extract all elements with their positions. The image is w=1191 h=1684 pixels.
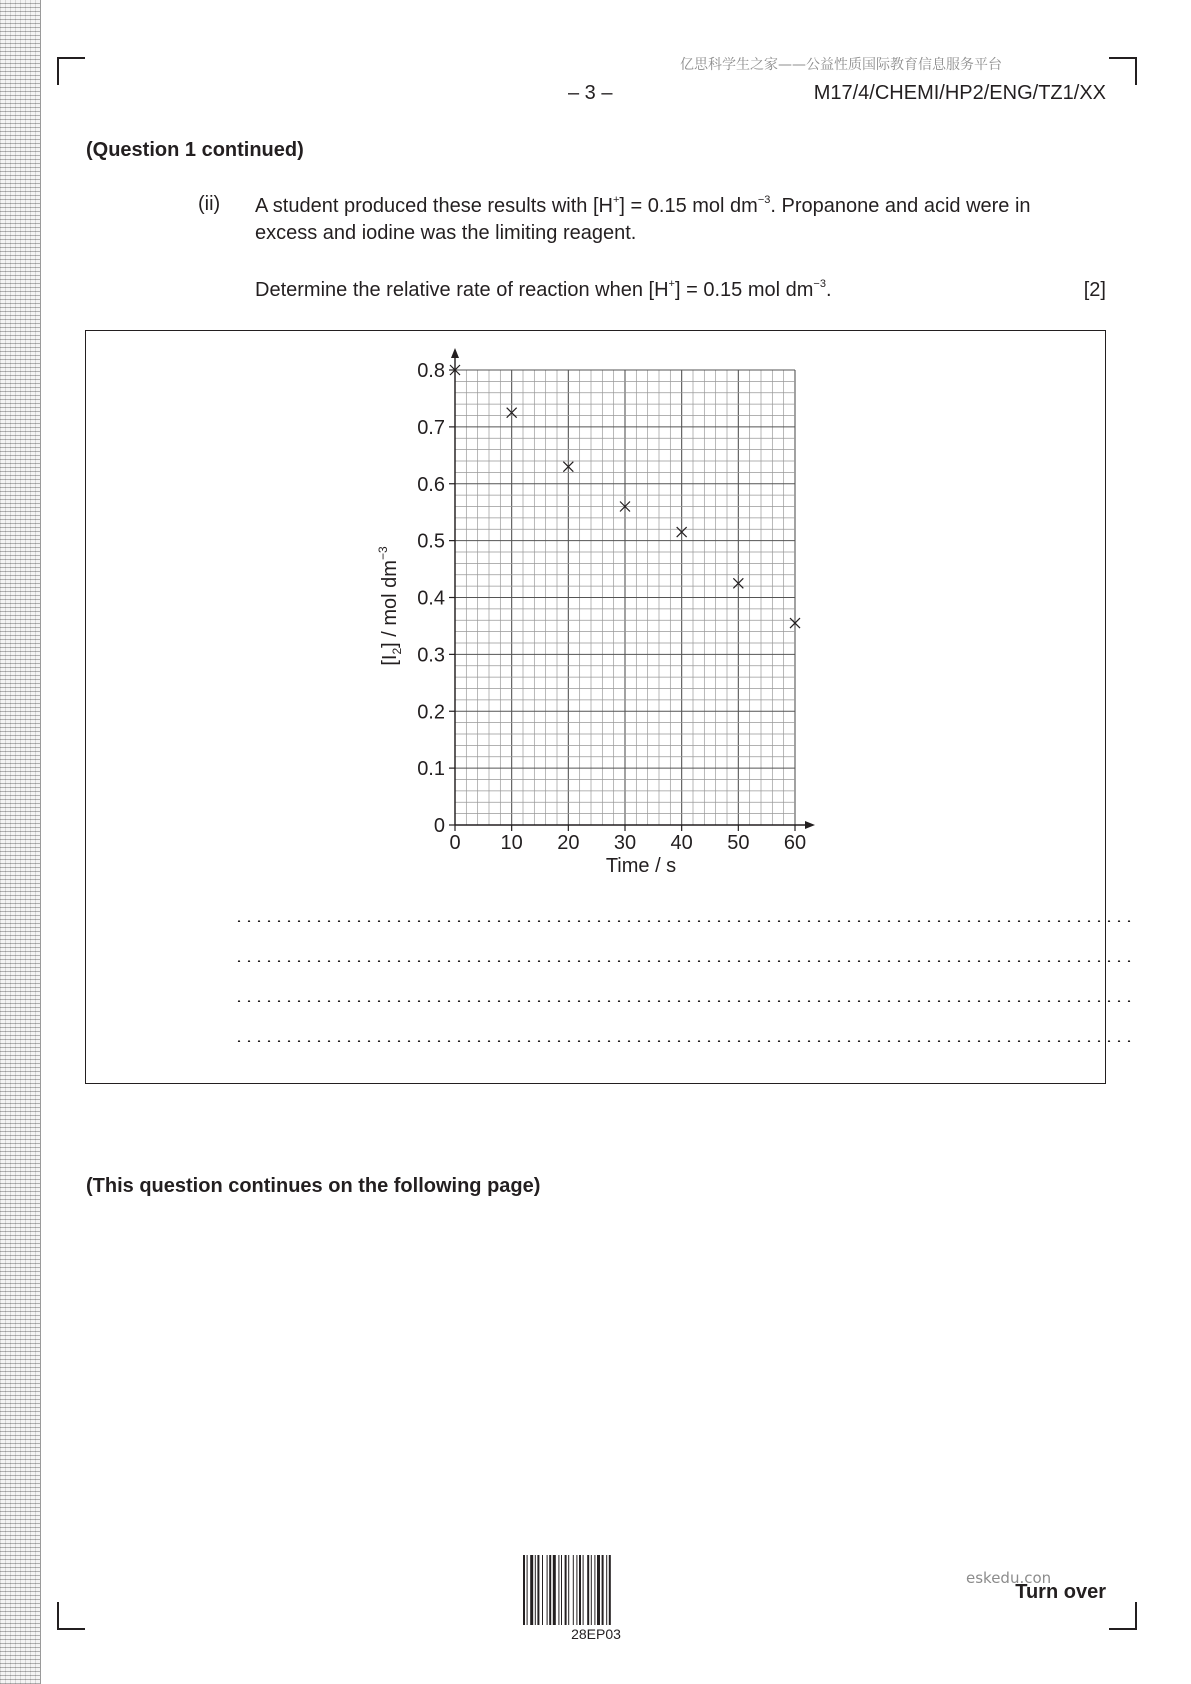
question-text-3: . Propanone and acid were in excess and iodine was the limiting reagent. <box>255 195 1031 244</box>
barcode-label: 28EP03 <box>571 1626 621 1642</box>
barcode-bar <box>602 1555 604 1625</box>
question-text-1: A student produced these results with [H <box>255 195 613 217</box>
barcode-bar <box>565 1555 567 1625</box>
question-text-2-sup: −3 <box>757 194 771 206</box>
barcode-bar <box>579 1555 581 1625</box>
barcode <box>523 1555 669 1625</box>
y-tick-label: 0.7 <box>417 416 445 439</box>
x-tick-label: 30 <box>613 832 637 854</box>
barcode-bar <box>549 1555 551 1625</box>
crop-mark-bottom-right <box>1109 1602 1137 1630</box>
y-tick-label: 0.3 <box>417 644 445 667</box>
instruction-2-sup: −3 <box>813 278 826 290</box>
barcode-bar <box>583 1555 584 1625</box>
instruction-1-sup: + <box>668 278 675 290</box>
x-axis-arrow <box>805 821 815 829</box>
instruction <box>255 279 832 302</box>
chart-x-ticks <box>449 825 806 854</box>
answer-line-2[interactable] <box>234 960 1132 962</box>
y-tick-label: 0.6 <box>417 473 445 496</box>
x-tick-label: 20 <box>557 832 580 854</box>
answer-box[interactable] <box>85 330 1106 1084</box>
paper-code: M17/4/CHEMI/HP2/ENG/TZ1/XX <box>813 82 1106 104</box>
barcode-bar <box>547 1555 548 1625</box>
barcode-bar <box>591 1555 592 1625</box>
x-tick-label: 60 <box>783 832 807 854</box>
question-text-1-sup: + <box>612 194 620 206</box>
y-label-sup: −3 <box>376 546 390 561</box>
barcode-bar <box>558 1555 559 1625</box>
x-tick-label: 50 <box>727 832 750 854</box>
y-tick-label: 0.1 <box>417 758 445 781</box>
y-tick-label: 0.2 <box>417 701 445 724</box>
y-label-prefix: [I <box>379 654 401 666</box>
x-tick-label: 0 <box>449 832 461 854</box>
crop-mark-top-left <box>57 57 85 85</box>
barcode-bar <box>530 1555 533 1625</box>
question-text-2: ] = 0.15 mol dm <box>619 195 758 217</box>
answer-line-3[interactable] <box>234 1000 1132 1002</box>
barcode-bar <box>561 1555 562 1625</box>
barcode-bar <box>553 1555 556 1625</box>
chart-x-axis-label: Time / s <box>605 855 677 877</box>
instruction-1: Determine the relative rate of reaction when [H <box>255 279 669 301</box>
barcode-bar <box>606 1555 607 1625</box>
barcode-bar <box>523 1555 525 1625</box>
chart-grid <box>455 370 795 825</box>
answer-line-4[interactable] <box>234 1040 1132 1042</box>
answer-line-1[interactable] <box>234 920 1132 922</box>
header-watermark: 亿思科学生之家——公益性质国际教育信息服务平台 <box>680 57 1002 73</box>
barcode-bar <box>597 1555 600 1625</box>
barcode-bar <box>527 1555 528 1625</box>
y-label-sub: 2 <box>390 647 404 655</box>
marks-allocation: [2] <box>1083 279 1106 301</box>
y-tick-label: 0.8 <box>417 360 445 382</box>
y-tick-label: 0 <box>433 815 445 837</box>
crop-mark-bottom-left <box>57 1602 85 1630</box>
y-tick-label: 0.4 <box>417 587 445 610</box>
barcode-bar <box>542 1555 543 1625</box>
y-tick-label: 0.5 <box>417 530 445 553</box>
barcode-bar <box>537 1555 539 1625</box>
x-tick-label: 10 <box>500 832 523 854</box>
barcode-bar <box>535 1555 536 1625</box>
barcode-bar <box>573 1555 574 1625</box>
barcode-bar <box>609 1555 611 1625</box>
barcode-bar <box>594 1555 595 1625</box>
barcode-bar <box>568 1555 569 1625</box>
crop-mark-top-right <box>1109 57 1137 85</box>
instruction-2: ] = 0.15 mol dm <box>674 279 814 301</box>
concentration-time-chart <box>86 331 1105 891</box>
page-edge-strip <box>0 0 41 1684</box>
x-tick-label: 40 <box>670 832 693 854</box>
instruction-3: . <box>825 279 832 301</box>
continues-note: (This question continues on the following page) <box>86 1175 541 1197</box>
chart-y-ticks <box>417 360 455 837</box>
y-axis-arrow <box>451 348 459 358</box>
site-watermark: eskedu.con <box>966 1569 1052 1587</box>
page-number: – 3 – <box>568 82 613 104</box>
question-text <box>255 193 1055 247</box>
barcode-bar <box>587 1555 589 1625</box>
barcode-bar <box>576 1555 577 1625</box>
part-label: (ii) <box>198 193 221 215</box>
question-heading: (Question 1 continued) <box>86 139 304 161</box>
chart-y-axis-label <box>376 546 404 666</box>
y-label-mid: ] / mol dm <box>379 560 401 648</box>
turn-over-label: Turn over <box>1015 1581 1106 1603</box>
